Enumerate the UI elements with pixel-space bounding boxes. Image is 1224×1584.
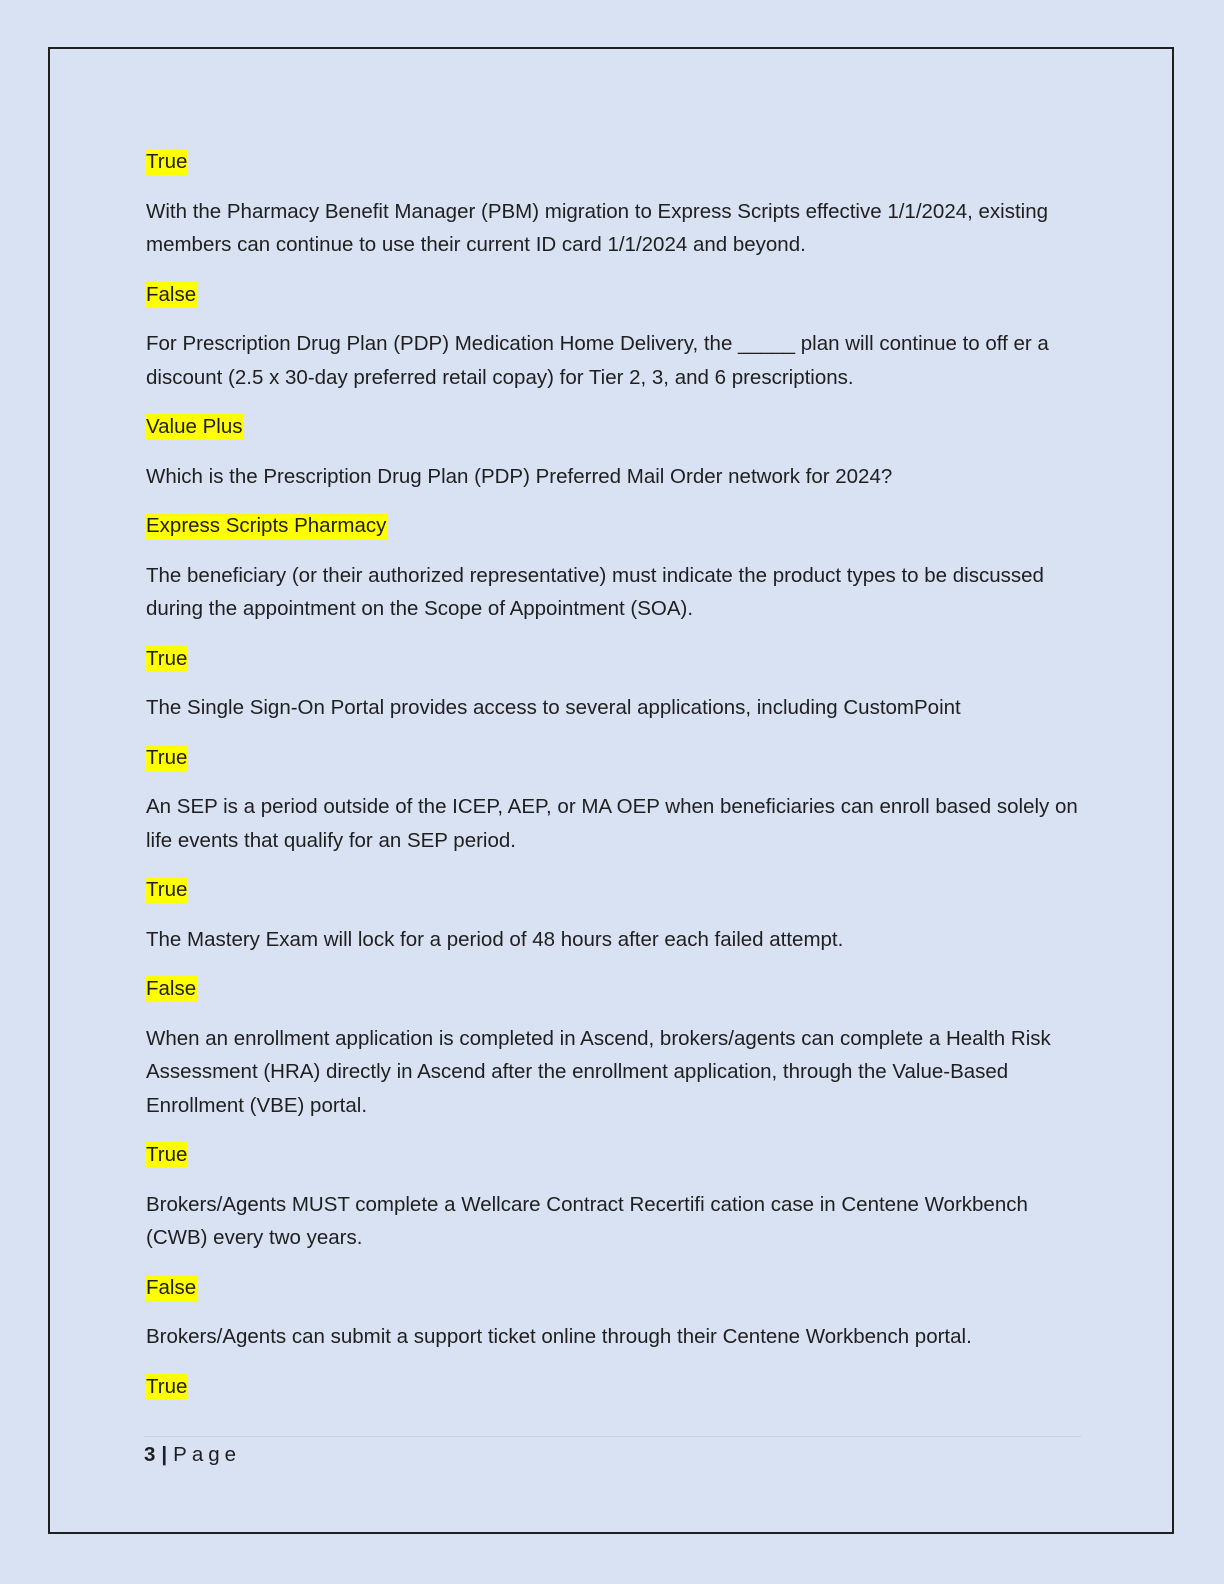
page-number: 3 [144, 1443, 156, 1466]
answer-highlight: Express Scripts Pharmacy [146, 514, 387, 537]
question-8: When an enrollment application is completed in Ascend, brokers/agents can complete a Health Risk Assessment (HRA) directly in Ascend after the enrollment application, through the Value-Based Enrollment (VBE) portal. [146, 1026, 1051, 1117]
question-10: Brokers/Agents can submit a support ticket online through their Centene Workbench portal. [146, 1325, 972, 1348]
page-label: Page [173, 1443, 242, 1466]
answer-highlight: False [146, 977, 197, 1000]
answer-3 [146, 410, 1081, 444]
document-body [146, 145, 1081, 1403]
question-9: Brokers/Agents MUST complete a Wellcare Contract Recertifi cation case in Centene Workbench (CWB) every two years. [146, 1192, 1028, 1249]
answer-10 [146, 1271, 1081, 1305]
answer-4 [146, 509, 1081, 543]
answer-5 [146, 642, 1081, 676]
question-6: An SEP is a period outside of the ICEP, AEP, or MA OEP when beneficiaries can enroll based solely on life events that qualify for an SEP period. [146, 795, 1078, 852]
question-1: With the Pharmacy Benefit Manager (PBM) migration to Express Scripts effective 1/1/2024, existing members can continue to use their current ID card 1/1/2024 and beyond. [146, 199, 1049, 256]
question-7: The Mastery Exam will lock for a period of 48 hours after each failed attempt. [146, 927, 844, 951]
answer-highlight: True [146, 150, 188, 173]
answer-2 [146, 278, 1081, 312]
footer-separator: | [161, 1443, 168, 1466]
answer-1 [146, 145, 1081, 179]
answer-highlight: True [146, 1374, 188, 1398]
answer-highlight: True [146, 1143, 188, 1166]
question-2: For Prescription Drug Plan (PDP) Medication Home Delivery, the _____ plan will continue to off er a discount (2.5 x 30-day preferred retail copay) for Tier 2, 3, and 6 prescriptions. [146, 332, 1049, 389]
page-footer [144, 1436, 1081, 1467]
document-page [48, 47, 1174, 1534]
answer-highlight: True [146, 646, 188, 670]
question-3: Which is the Prescription Drug Plan (PDP) Preferred Mail Order network for 2024? [146, 464, 893, 488]
answer-highlight: True [146, 878, 188, 901]
answer-highlight: Value Plus [146, 415, 243, 438]
answer-9 [146, 1138, 1081, 1172]
question-4: The beneficiary (or their authorized representative) must indicate the product types to be discussed during the appointment on the Scope of Appointment (SOA). [146, 563, 1044, 620]
answer-highlight: False [146, 282, 197, 306]
answer-highlight: True [146, 745, 188, 769]
answer-7 [146, 873, 1081, 907]
answer-11 [146, 1370, 1081, 1404]
answer-8 [146, 972, 1081, 1006]
question-5: The Single Sign-On Portal provides access to several applications, including CustomPoint [146, 696, 961, 719]
answer-6 [146, 741, 1081, 775]
answer-highlight: False [146, 1275, 197, 1299]
